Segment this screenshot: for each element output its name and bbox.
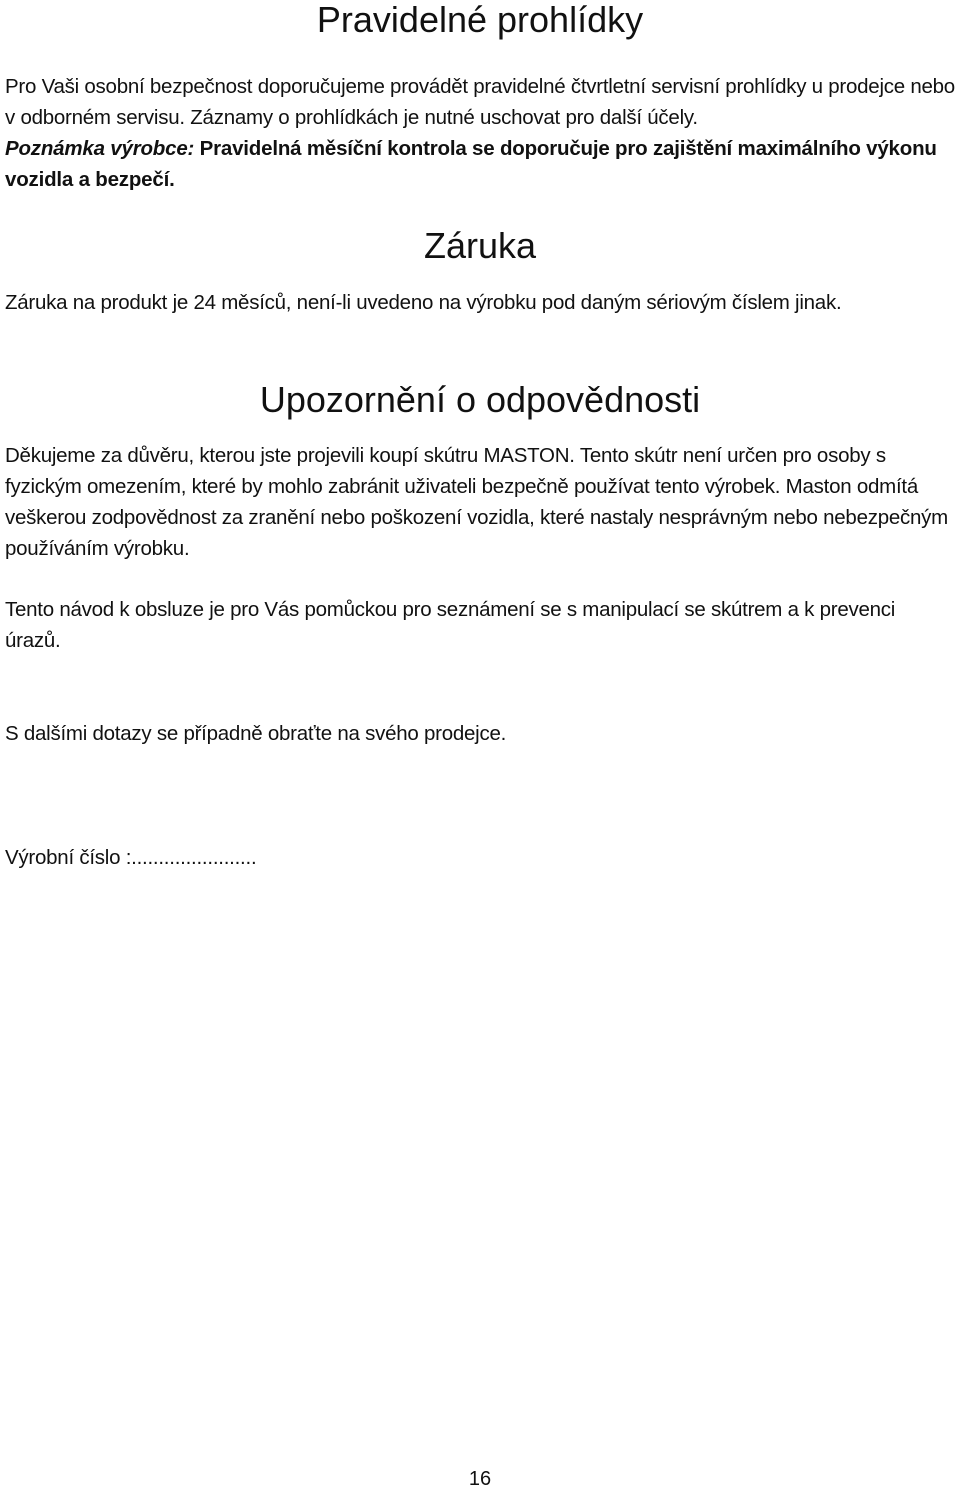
serial-number-field: Výrobní číslo :....................... xyxy=(5,846,257,869)
manufacturer-note-label: Poznámka výrobce: xyxy=(5,137,195,160)
manufacturer-note-paragraph xyxy=(5,133,955,195)
manual-purpose-paragraph: Tento návod k obsluze je pro Vás pomůckou pro seznámení se s manipulací se skútrem a k prevenci úrazů. xyxy=(5,598,896,652)
warranty-paragraph: Záruka na produkt je 24 měsíců, není-li uvedeno na výrobku pod daným sériovým číslem jinak. xyxy=(5,291,842,314)
manufacturer-note-text: Pravidelná měsíční kontrola se doporučuje pro zajištění maximálního výkonu vozidla a bezpečí. xyxy=(5,137,937,191)
section-title-regular-inspections: Pravidelné prohlídky xyxy=(316,0,644,40)
regular-inspections-paragraph: Pro Vaši osobní bezpečnost doporučujeme provádět pravidelné čtvrtletní servisní prohlídky u prodejce nebo v odborném servisu. Záznamy o prohlídkách je nutné uschovat pro další účely. xyxy=(5,75,955,129)
section-title-warranty: Záruka xyxy=(423,225,537,266)
questions-paragraph: S dalšími dotazy se případně obraťte na svého prodejce. xyxy=(5,722,507,745)
liability-paragraph: Děkujeme za důvěru, kterou jste projevili koupí skútru MASTON. Tento skútr není určen pro osoby s fyzickým omezením, které by mohlo zabránit uživateli bezpečně používat tento výrobek. Maston odmítá veškerou zodpovědnost za zranění nebo poškození vozidla, které nastaly nesprávným nebo nebezpečným používáním výrobku. xyxy=(5,444,949,560)
page-number: 16 xyxy=(468,1468,492,1490)
section-title-liability: Upozornění o odpovědnosti xyxy=(259,379,701,420)
